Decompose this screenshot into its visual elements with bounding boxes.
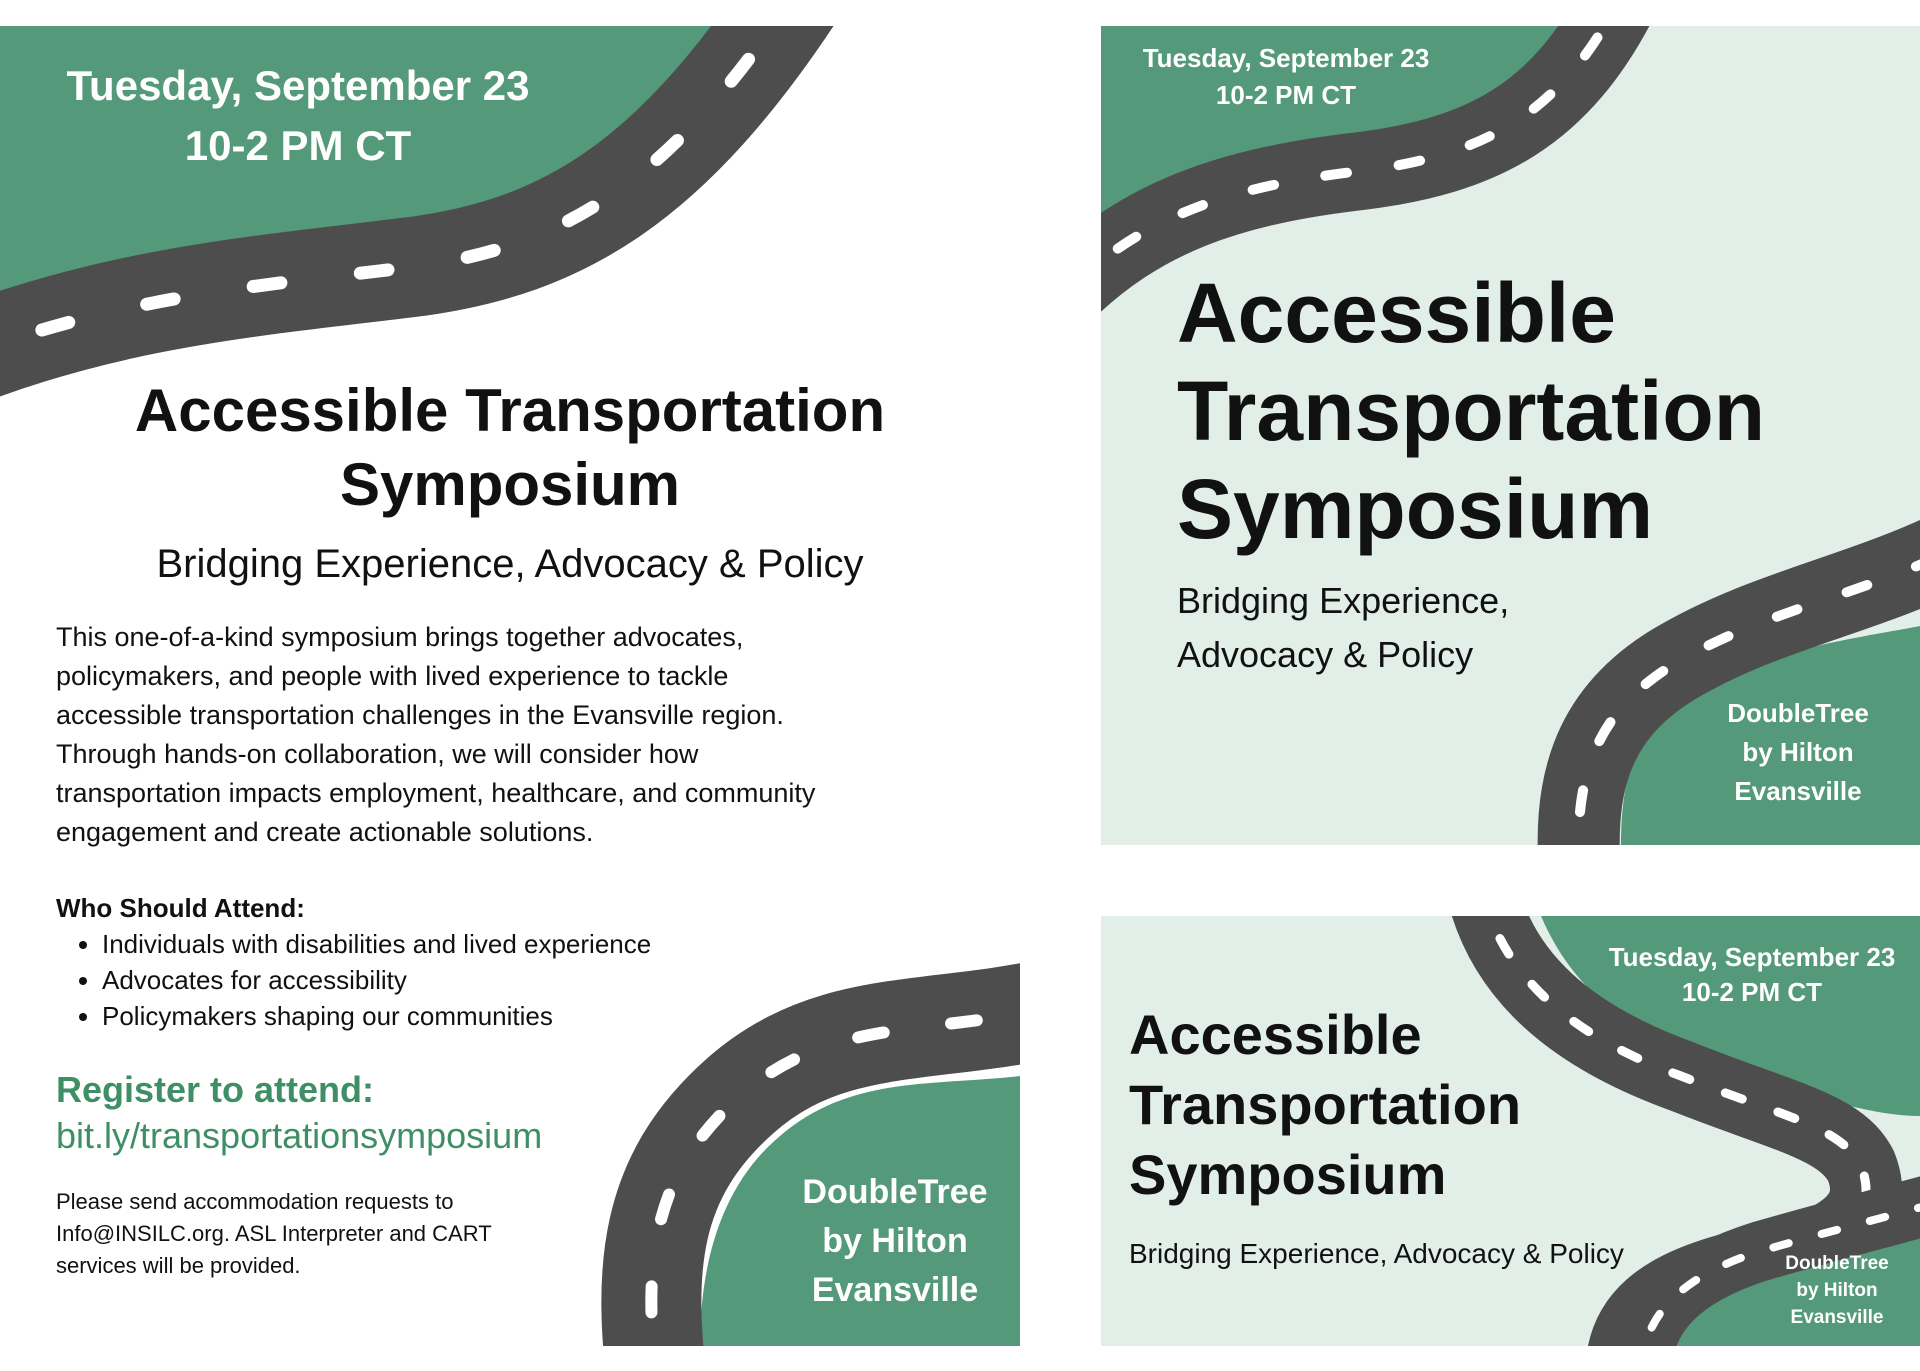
- list-item: • Policymakers shaping our communities: [102, 998, 802, 1034]
- page-title: [60, 374, 960, 522]
- venue-line: Evansville: [811, 1271, 979, 1309]
- venue-line: DoubleTree: [1727, 698, 1869, 728]
- title-line: Transportation: [1129, 1073, 1522, 1136]
- subtitle-line: Bridging Experience,: [1177, 580, 1510, 621]
- title-line: Transportation: [1177, 364, 1766, 458]
- who-should-attend-heading: Who Should Attend:: [56, 893, 305, 923]
- description: [56, 618, 996, 852]
- event-date-time: [38, 56, 558, 176]
- description-line: policymakers, and people with lived experience to tackle: [56, 661, 729, 691]
- register-label: Register to attend:: [56, 1069, 375, 1110]
- attendee-list: [56, 926, 802, 1034]
- event-time: 10-2 PM CT: [1681, 977, 1823, 1007]
- venue: [1687, 694, 1909, 811]
- description-line: This one-of-a-kind symposium brings together advocates,: [56, 622, 744, 652]
- flyer-card: [0, 26, 1020, 1346]
- title-line: Accessible: [1129, 1003, 1422, 1066]
- venue-line: by Hilton: [822, 1222, 968, 1260]
- description-line: transportation impacts employment, healthcare, and community: [56, 778, 816, 808]
- venue: [1757, 1250, 1917, 1331]
- venue-line: DoubleTree: [1785, 1253, 1889, 1274]
- square-card: [1101, 26, 1920, 845]
- description-line: engagement and create actionable solutions.: [56, 817, 594, 847]
- subtitle: [1177, 574, 1597, 682]
- venue-line: by Hilton: [1796, 1280, 1878, 1301]
- title-line: Symposium: [1177, 462, 1654, 556]
- subtitle: Bridging Experience, Advocacy & Policy: [1129, 1238, 1624, 1269]
- subtitle-line: Advocacy & Policy: [1177, 634, 1474, 675]
- event-date: Tuesday, September 23: [1142, 43, 1430, 73]
- venue-line: by Hilton: [1742, 737, 1854, 767]
- venue-line: DoubleTree: [802, 1173, 988, 1211]
- description-line: accessible transportation challenges in the Evansville region.: [56, 700, 784, 730]
- title-line: Accessible: [1177, 266, 1616, 360]
- venue: [780, 1168, 1010, 1315]
- event-time: 10-2 PM CT: [1215, 80, 1357, 110]
- event-date-time: [1121, 40, 1451, 114]
- venue-line: Evansville: [1790, 1307, 1884, 1328]
- note-line: Please send accommodation requests to: [56, 1189, 454, 1214]
- accommodation-note: [56, 1186, 576, 1282]
- title-line: Symposium: [1129, 1143, 1447, 1206]
- event-date: Tuesday, September 23: [1608, 942, 1896, 972]
- list-item: • Advocates for accessibility: [102, 962, 802, 998]
- subtitle: Bridging Experience, Advocacy & Policy: [156, 542, 864, 586]
- banner-card: [1101, 916, 1920, 1346]
- description-line: Through hands-on collaboration, we will consider how: [56, 739, 699, 769]
- event-time: 10-2 PM CT: [184, 122, 412, 169]
- venue-line: Evansville: [1734, 776, 1862, 806]
- title-line: Accessible Transportation: [134, 377, 886, 444]
- title-line: Symposium: [339, 451, 681, 518]
- register-link[interactable]: bit.ly/transportationsymposium: [56, 1115, 543, 1156]
- page-title: [1177, 264, 1897, 558]
- event-date: Tuesday, September 23: [66, 62, 530, 109]
- note-line: Info@INSILC.org. ASL Interpreter and CART: [56, 1221, 492, 1246]
- page-title: [1129, 1000, 1649, 1210]
- list-item: • Individuals with disabilities and lived experience: [102, 926, 802, 962]
- note-line: services will be provided.: [56, 1253, 301, 1278]
